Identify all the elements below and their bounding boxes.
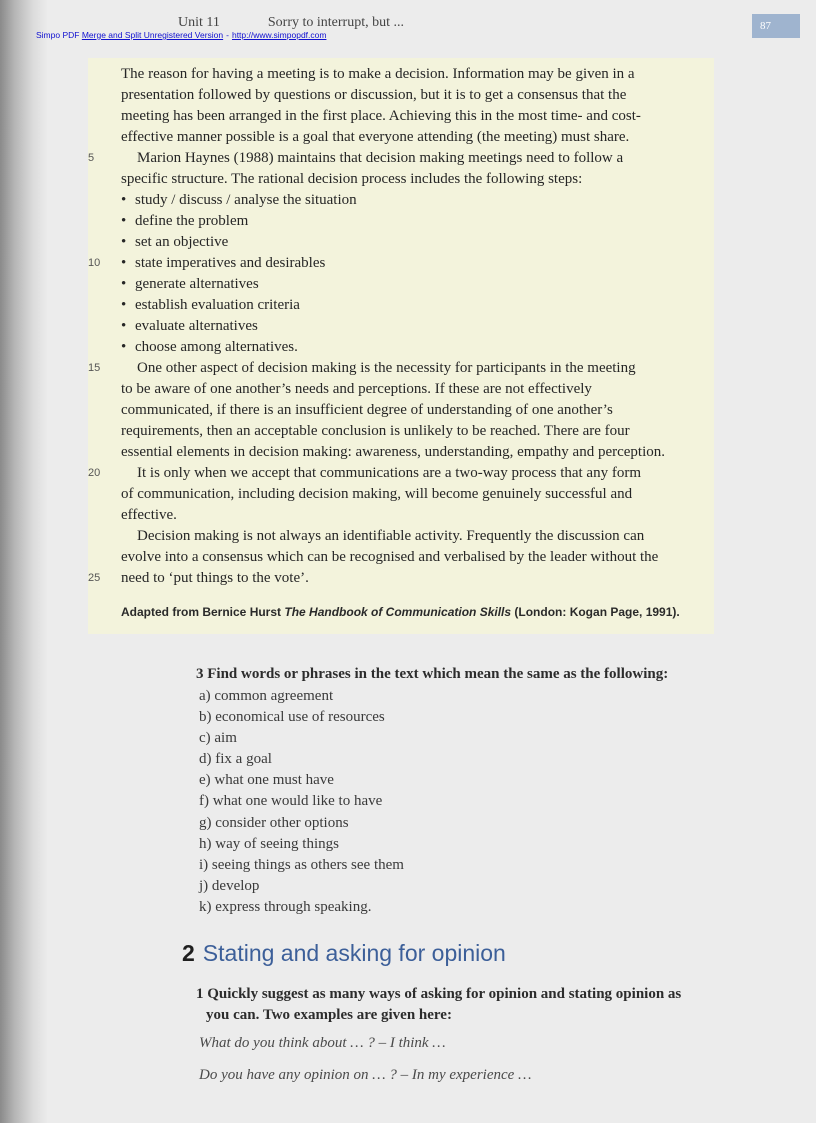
section-number: 2 [182, 940, 195, 966]
exercise-3-item: i) seeing things as others see them [199, 856, 404, 873]
reading-line: meeting has been arranged in the first place. Achieving this in the most time- and cost- [121, 108, 641, 124]
bullet-item [121, 190, 711, 211]
exercise-3-item: b) economical use of resources [199, 709, 385, 726]
watermark-link-url[interactable]: http://www.simpopdf.com [231, 30, 327, 40]
reading-text [121, 64, 711, 589]
bullet-text: • study / discuss / analyse the situation [121, 192, 357, 208]
watermark-separator: - [226, 30, 229, 40]
exercise-1-line: you can. Two examples are given here: [206, 1007, 452, 1023]
source-book-title: The Handbook of Communication Skills [284, 605, 512, 619]
bullet-item [121, 295, 711, 316]
bullet-text: • set an objective [121, 234, 228, 250]
exercise-3-item: a) common agreement [199, 688, 334, 704]
bullet-text: • generate alternatives [121, 276, 259, 292]
reading-line: effective manner possible is a goal that everyone attending (the meeting) must share. [121, 129, 630, 145]
line-number: 25 [88, 572, 101, 584]
exercise-1-line: 1 Quickly suggest as many ways of asking for opinion and stating opinion as [196, 986, 682, 1002]
reading-line: It is only when we accept that communications are a two-way process that any form [137, 465, 642, 481]
bullet-text: • define the problem [121, 213, 248, 229]
watermark-prefix: Simpo PDF [36, 30, 80, 40]
bullet-item [121, 253, 711, 274]
bullet-item [121, 316, 711, 337]
reading-line: need to ‘put things to the vote’. [121, 570, 309, 586]
exercise-3-item: j) develop [199, 877, 260, 894]
unit-title: Sorry to interrupt, but ... [267, 15, 404, 30]
unit-label: Unit 11 [178, 15, 220, 30]
line-number: 10 [88, 257, 101, 269]
example-sentence: What do you think about … ? – I think … [199, 1035, 446, 1051]
reading-line: specific structure. The rational decision process includes the following steps: [121, 171, 583, 187]
exercise-3-item: c) aim [199, 730, 237, 747]
reading-line: presentation followed by questions or discussion, but it is to get a consensus that the [121, 87, 627, 103]
reading-line: effective. [121, 507, 177, 523]
line-number: 5 [88, 152, 95, 164]
source-prefix: Adapted from Bernice Hurst [121, 605, 285, 619]
exercise-3-list [199, 686, 404, 918]
reading-line: One other aspect of decision making is the necessity for participants in the meeting [137, 360, 636, 376]
exercise-3-item: g) consider other options [199, 814, 349, 831]
exercise-3-item: k) express through speaking. [199, 898, 372, 915]
reading-line: to be aware of one another’s needs and perceptions. If these are not effectively [121, 381, 592, 397]
watermark-link-version[interactable]: Merge and Split Unregistered Version [81, 30, 224, 40]
section-heading [182, 940, 506, 967]
exercise-3-item: d) fix a goal [199, 751, 272, 768]
exercise-3-item: e) what one must have [199, 772, 334, 789]
reading-line: The reason for having a meeting is to make a decision. Information may be given in a [121, 66, 635, 82]
bullet-item [121, 274, 711, 295]
bullet-text: • state imperatives and desirables [121, 255, 325, 271]
reading-line: essential elements in decision making: awareness, understanding, empathy and perception. [121, 444, 666, 460]
line-number: 15 [88, 362, 101, 374]
exercise-1-instruction [196, 984, 681, 1026]
bullet-item [121, 211, 711, 232]
exercise-3-item: f) what one would like to have [199, 793, 383, 810]
reading-line: of communication, including decision making, will become genuinely successful and [121, 486, 633, 502]
bullet-text: • evaluate alternatives [121, 318, 258, 334]
book-gutter-shadow [0, 0, 48, 1123]
source-citation [121, 605, 680, 619]
pdf-watermark [36, 30, 326, 40]
page-number-tab: 87 [752, 14, 800, 38]
example-sentence: Do you have any opinion on … ? – In my experience … [199, 1067, 532, 1083]
exercise-3-item: h) way of seeing things [199, 835, 339, 852]
reading-line: Marion Haynes (1988) maintains that decision making meetings need to follow a [137, 150, 624, 166]
reading-line: evolve into a consensus which can be recognised and verbalised by the leader without the [121, 549, 659, 565]
source-suffix: (London: Kogan Page, 1991). [511, 605, 680, 619]
exercise-3-instruction: 3 Find words or phrases in the text which mean the same as the following: [196, 666, 669, 682]
bullet-text: • establish evaluation criteria [121, 297, 300, 313]
bullet-item [121, 232, 711, 253]
running-header [178, 15, 404, 31]
section-title: Stating and asking for opinion [202, 940, 506, 966]
reading-line: Decision making is not always an identifiable activity. Frequently the discussion can [137, 528, 645, 544]
line-number: 20 [88, 467, 101, 479]
reading-line: requirements, then an acceptable conclusion is unlikely to be reached. There are four [121, 423, 630, 439]
reading-line: communicated, if there is an insufficient degree of understanding of one another’s [121, 402, 613, 418]
bullet-item [121, 337, 711, 358]
bullet-text: • choose among alternatives. [121, 339, 298, 355]
